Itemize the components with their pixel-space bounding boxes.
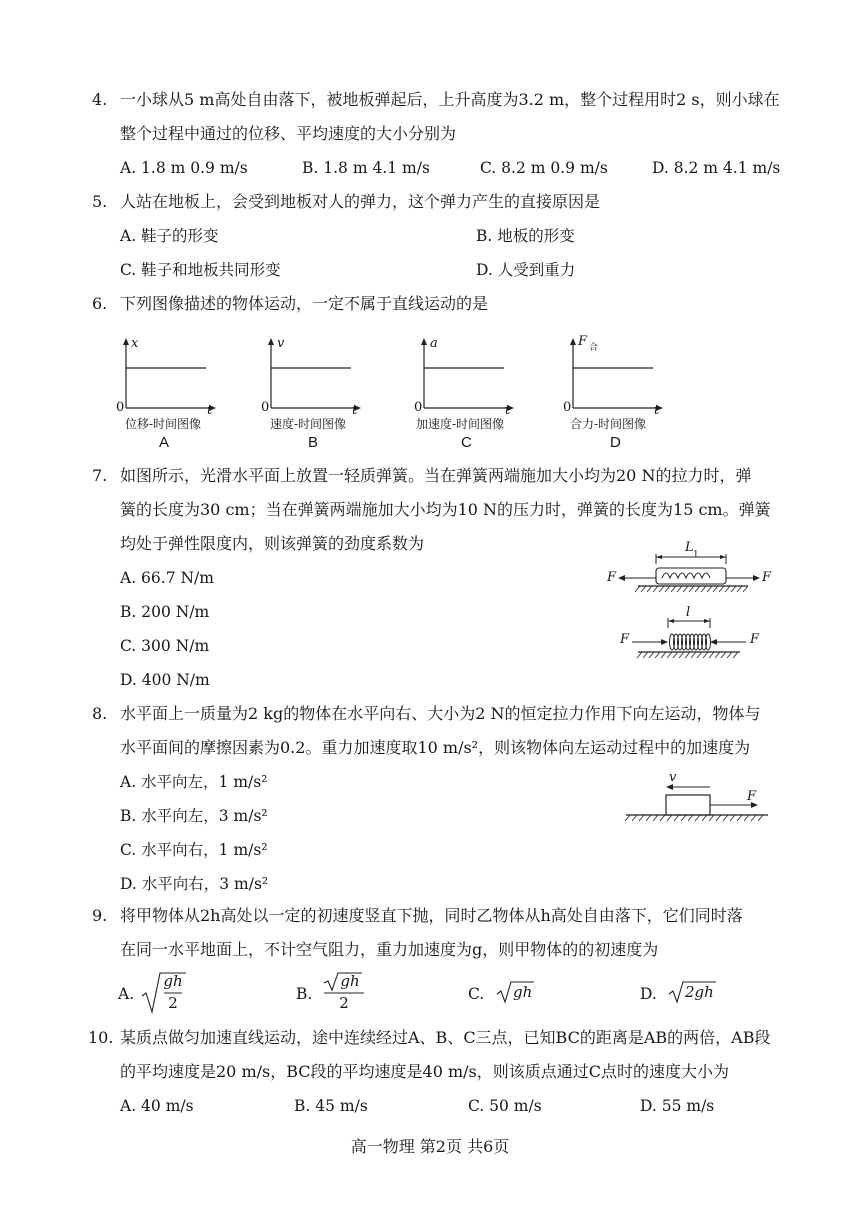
q9-option-a-numerator: gh — [163, 972, 183, 990]
q5-option-b[interactable]: B. 地板的形变 — [476, 227, 575, 245]
graph-a-caption: 位移-时间图像 — [125, 417, 202, 431]
graph-a-letter[interactable]: A — [159, 434, 170, 451]
q9-option-c-label[interactable]: C. — [468, 985, 485, 1003]
q8-number: 8. — [92, 704, 108, 723]
q7-stem-line2: 簧的长度为30 cm；当在弹簧两端施加大小均为10 N的压力时，弹簧的长度为15 cm。弹簧 — [120, 500, 771, 519]
q7-fig-F-right-top: F — [762, 570, 772, 585]
q9-option-a-label[interactable]: A. — [118, 985, 135, 1003]
graph-c-caption: 加速度-时间图像 — [416, 417, 505, 431]
q9-stem-line1: 将甲物体从2h高处以一定的初速度竖直下抛，同时乙物体从h高处自由落下，它们同时落 — [120, 906, 743, 925]
q9-option-c-radicand: gh — [513, 983, 533, 1001]
q8-stem-line2: 水平面间的摩擦因素为0.2。重力加速度取10 m/s²，则该物体向左运动过程中的加速度为 — [120, 738, 751, 757]
graph-c-origin: 0 — [414, 400, 423, 415]
graph-d-t: t — [654, 403, 660, 418]
q9-option-a-denominator: 2 — [168, 994, 178, 1012]
q5-option-c[interactable]: C. 鞋子和地板共同形变 — [120, 261, 281, 279]
q9-option-b-label[interactable]: B. — [296, 985, 313, 1003]
graph-d-origin: 0 — [563, 400, 572, 415]
q10-option-a[interactable]: A. 40 m/s — [120, 1097, 194, 1115]
graph-b-origin: 0 — [261, 400, 270, 415]
q7-stem-line1: 如图所示，光滑水平面上放置一轻质弹簧。当在弹簧两端施加大小均为20 N的拉力时，弹 — [120, 466, 752, 485]
q6-stem: 下列图像描述的物体运动，一定不属于直线运动的是 — [120, 294, 489, 313]
q7-fig-F-left-top: F — [607, 570, 617, 585]
q7-option-c[interactable]: C. 300 N/m — [120, 637, 210, 655]
q7-option-d[interactable]: D. 400 N/m — [120, 671, 210, 689]
q7-fig-F-right-bottom: F — [750, 632, 760, 647]
q7-option-a[interactable]: A. 66.7 N/m — [120, 569, 214, 587]
q10-stem-line1: 某质点做匀加速直线运动，途中连续经过A、B、C三点，已知BC的距离是AB的两倍，AB段 — [120, 1028, 771, 1047]
q9-number: 9. — [92, 906, 108, 925]
q4-number: 4. — [92, 90, 108, 109]
q5-stem: 人站在地板上，会受到地板对人的弹力，这个弹力产生的直接原因是 — [120, 192, 601, 211]
q6-number: 6. — [92, 294, 108, 313]
q7-fig-L2: l — [686, 605, 691, 620]
graph-a-axis-label: x — [131, 336, 139, 351]
graph-a-origin: 0 — [116, 400, 125, 415]
q4-stem-line2: 整个过程中通过的位移、平均速度的大小分别为 — [120, 124, 457, 143]
q5-option-a[interactable]: A. 鞋子的形变 — [120, 227, 219, 245]
q7-fig-L1: L — [685, 540, 694, 555]
q4-stem-line1: 一小球从5 m高处自由落下，被地板弹起后，上升高度为3.2 m，整个过程用时2 s，则小球在 — [120, 90, 780, 109]
q7-fig-L1-sub: 1 — [693, 550, 699, 560]
q8-fig-v: v — [669, 770, 677, 785]
graph-d-letter[interactable]: D — [610, 434, 621, 451]
graph-b-letter[interactable]: B — [308, 434, 319, 451]
q4-option-b[interactable]: B. 1.8 m 4.1 m/s — [302, 159, 430, 177]
q8-option-c[interactable]: C. 水平向右，1 m/s² — [120, 841, 268, 859]
q10-option-d[interactable]: D. 55 m/s — [640, 1097, 715, 1115]
q7-fig-F-left-bottom: F — [620, 632, 630, 647]
q7-number: 7. — [92, 466, 108, 485]
graph-d-caption: 合力-时间图像 — [570, 417, 647, 431]
graph-b-caption: 速度-时间图像 — [270, 417, 347, 431]
q7-option-b[interactable]: B. 200 N/m — [120, 603, 210, 621]
graph-d-axis-label: F — [578, 334, 588, 349]
q9-option-b-denominator: 2 — [339, 994, 349, 1012]
q4-option-a[interactable]: A. 1.8 m 0.9 m/s — [120, 159, 248, 177]
q9-stem-line2: 在同一水平地面上，不计空气阻力，重力加速度为g，则甲物体的的初速度为 — [120, 940, 659, 959]
q8-stem-line1: 水平面上一质量为2 kg的物体在水平向右、大小为2 N的恒定拉力作用下向左运动，物体与 — [120, 704, 761, 723]
q10-number: 10. — [88, 1028, 114, 1047]
q10-option-b[interactable]: B. 45 m/s — [294, 1097, 368, 1115]
q9-option-b-numerator: gh — [340, 972, 360, 990]
graph-b-axis-label: v — [277, 336, 285, 351]
q4-option-d[interactable]: D. 8.2 m 4.1 m/s — [652, 159, 781, 177]
graph-c-letter[interactable]: C — [461, 434, 472, 451]
q7-stem-line3: 均处于弹性限度内，则该弹簧的劲度系数为 — [120, 534, 425, 553]
q10-stem-line2: 的平均速度是20 m/s，BC段的平均速度是40 m/s，则该质点通过C点时的速度大小为 — [120, 1062, 729, 1081]
graph-d-axes — [567, 338, 667, 418]
q5-number: 5. — [92, 192, 108, 211]
q4-option-c[interactable]: C. 8.2 m 0.9 m/s — [480, 159, 608, 177]
graph-c-axis-label: a — [430, 336, 438, 351]
q8-option-a[interactable]: A. 水平向左，1 m/s² — [120, 773, 268, 791]
q9-option-d-label[interactable]: D. — [640, 985, 657, 1003]
q5-option-d[interactable]: D. 人受到重力 — [476, 261, 576, 279]
q9-option-d-radicand: 2gh — [685, 983, 714, 1001]
page-footer: 高一物理 第2页 共6页 — [350, 1137, 510, 1156]
graph-c-t: t — [505, 403, 511, 418]
q8-fig-F: F — [747, 789, 757, 804]
graph-a-t: t — [207, 403, 213, 418]
q10-option-c[interactable]: C. 50 m/s — [468, 1097, 542, 1115]
q8-option-b[interactable]: B. 水平向左，3 m/s² — [120, 807, 268, 825]
q8-option-d[interactable]: D. 水平向右，3 m/s² — [120, 875, 269, 893]
graph-d-axis-sub: 合 — [589, 343, 599, 353]
graph-b-t: t — [352, 403, 358, 418]
